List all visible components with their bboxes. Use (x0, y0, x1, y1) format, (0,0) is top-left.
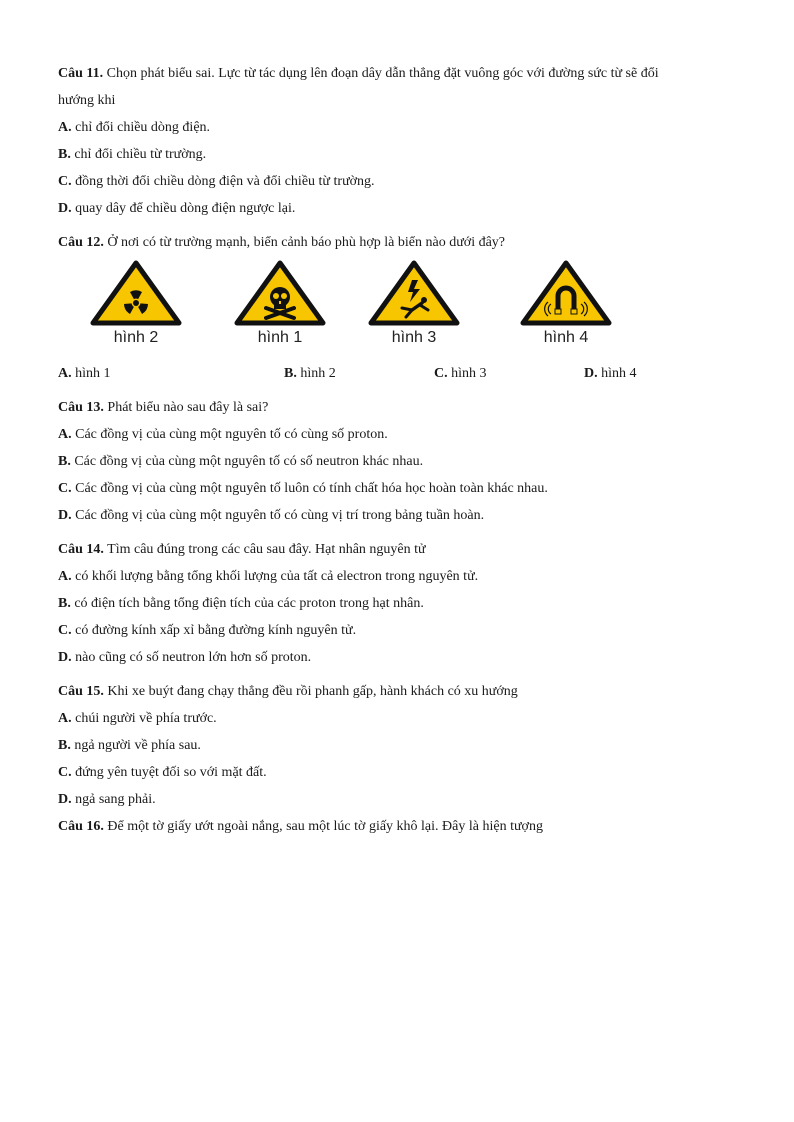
option-label: A. (58, 569, 72, 584)
option-text: có đường kính xấp xỉ bằng đường kính nguyên tử. (71, 623, 357, 638)
option-d (58, 644, 748, 671)
option-label: B. (58, 596, 71, 611)
option-d (58, 195, 748, 222)
sign-radiation (86, 260, 186, 348)
magnetic-field-warning-icon (520, 260, 612, 326)
option-text: hình 1 (71, 366, 111, 381)
option-label: B. (58, 147, 71, 162)
option-text: hình 2 (296, 366, 336, 381)
option-label: B. (58, 454, 71, 469)
option-text: Các đồng vị của cùng một nguyên tố có cùng số proton. (71, 427, 388, 442)
option-label: B. (284, 366, 297, 381)
option-c (58, 617, 748, 644)
question-text: Để một tờ giấy ướt ngoài nắng, sau một lúc tờ giấy khô lại. Đây là hiện tượng (103, 819, 543, 834)
sign-toxic (230, 260, 330, 348)
option-label: D. (58, 650, 72, 665)
electric-shock-warning-icon (368, 260, 460, 326)
question-label: Câu 11. (58, 66, 104, 81)
option-c (58, 759, 748, 786)
option-label: C. (434, 366, 448, 381)
option-label: C. (58, 481, 72, 496)
option-label: C. (58, 765, 72, 780)
option-label: D. (58, 201, 72, 216)
option-a (58, 421, 748, 448)
option-label: A. (58, 366, 72, 381)
warning-signs-row (58, 260, 748, 360)
option-text: Các đồng vị của cùng một nguyên tố luôn có tính chất hóa học hoàn toàn khác nhau. (71, 481, 548, 496)
sign-caption: hình 1 (257, 329, 303, 346)
option-b (58, 732, 748, 759)
question-11-continuation: hướng khi (58, 93, 116, 108)
exam-page (58, 60, 748, 840)
option-label: D. (58, 508, 72, 523)
option-label: D. (58, 792, 72, 807)
option-c (434, 360, 487, 387)
option-text: chỉ đổi chiều dòng điện. (71, 120, 211, 135)
question-13 (58, 394, 748, 421)
option-text: hình 4 (597, 366, 637, 381)
question-text: Phát biểu nào sau đây là sai? (103, 400, 269, 415)
option-text: đồng thời đổi chiều dòng điện và đổi chiều từ trường. (71, 174, 375, 189)
sign-caption: hình 2 (113, 329, 159, 346)
question-11 (58, 60, 748, 87)
option-text: chúi người về phía trước. (71, 711, 217, 726)
question-16 (58, 813, 748, 840)
question-text: Ở nơi có từ trường mạnh, biển cảnh báo phù hợp là biển nào dưới đây? (103, 235, 506, 250)
option-text: có điện tích bằng tổng điện tích của các proton trong hạt nhân. (70, 596, 424, 611)
radiation-warning-icon (90, 260, 182, 326)
question-label: Câu 14. (58, 542, 104, 557)
option-b (284, 360, 336, 387)
option-a (58, 705, 748, 732)
question-label: Câu 16. (58, 819, 104, 834)
option-b (58, 590, 748, 617)
option-a (58, 563, 748, 590)
option-text: có khối lượng bằng tổng khối lượng của tất cả electron trong nguyên tử. (71, 569, 479, 584)
option-text: đứng yên tuyệt đối so với mặt đất. (71, 765, 267, 780)
question-15 (58, 678, 748, 705)
option-d (58, 786, 748, 813)
question-text: Tìm câu đúng trong các câu sau đây. Hạt nhân nguyên tử (103, 542, 426, 557)
option-text: nào cũng có số neutron lớn hơn số proton. (71, 650, 312, 665)
option-text: ngả người về phía sau. (70, 738, 201, 753)
question-label: Câu 13. (58, 400, 104, 415)
option-c (58, 475, 748, 502)
toxic-skull-warning-icon (234, 260, 326, 326)
option-d (58, 502, 748, 529)
option-label: C. (58, 174, 72, 189)
option-c (58, 168, 748, 195)
question-label: Câu 12. (58, 235, 104, 250)
option-text: hình 3 (447, 366, 487, 381)
option-b (58, 141, 748, 168)
question-text: Khi xe buýt đang chạy thẳng đều rồi phanh gấp, hành khách có xu hướng (103, 684, 518, 699)
option-label: A. (58, 120, 72, 135)
sign-caption: hình 4 (543, 329, 589, 346)
sign-caption: hình 3 (391, 329, 437, 346)
option-text: chỉ đổi chiều từ trường. (70, 147, 207, 162)
option-label: B. (58, 738, 71, 753)
sign-electric (364, 260, 464, 348)
option-a (58, 360, 111, 387)
option-text: quay dây để chiều dòng điện ngược lại. (71, 201, 296, 216)
option-text: Các đồng vị của cùng một nguyên tố có cùng vị trí trong bảng tuần hoàn. (71, 508, 485, 523)
question-14 (58, 536, 748, 563)
question-text: Chọn phát biểu sai. Lực từ tác dụng lên đoạn dây dẫn thẳng đặt vuông góc với đường sức từ sẽ đổi (103, 66, 659, 81)
question-label: Câu 15. (58, 684, 104, 699)
question-12-options (58, 360, 748, 387)
option-a (58, 114, 748, 141)
option-d (584, 360, 637, 387)
option-label: D. (584, 366, 598, 381)
sign-magnetic (516, 260, 616, 348)
option-label: C. (58, 623, 72, 638)
option-b (58, 448, 748, 475)
option-text: ngả sang phải. (71, 792, 156, 807)
option-text: Các đồng vị của cùng một nguyên tố có số neutron khác nhau. (70, 454, 424, 469)
question-12 (58, 229, 748, 256)
option-label: A. (58, 711, 72, 726)
option-label: A. (58, 427, 72, 442)
